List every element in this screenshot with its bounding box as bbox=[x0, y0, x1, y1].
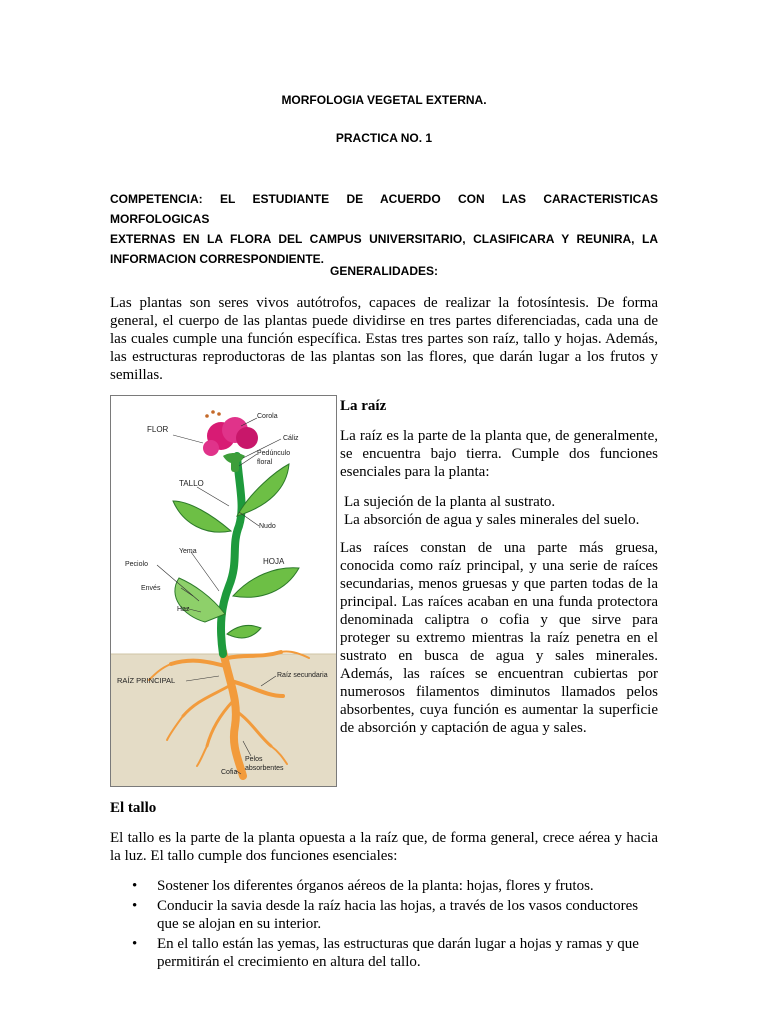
label-flor: FLOR bbox=[147, 425, 169, 434]
bullet-icon: • bbox=[132, 936, 138, 952]
label-yema: Yema bbox=[179, 548, 197, 555]
label-enves: Envés bbox=[141, 585, 161, 592]
label-pedunculo-2: floral bbox=[257, 459, 273, 466]
label-cofia: Cofia bbox=[221, 769, 238, 776]
label-caliz: Cáliz bbox=[283, 435, 299, 442]
plant-diagram bbox=[110, 395, 337, 787]
tallo-heading: El tallo bbox=[110, 800, 157, 816]
bullet-text: En el tallo están las yemas, las estructuras que darán lugar a hojas y ramas y que permitirán el crecimiento en altura del tallo. bbox=[157, 936, 639, 970]
competencia-line-2: EXTERNAS EN LA FLORA DEL CAMPUS UNIVERSITARIO, CLASIFICARA Y REUNIRA, LA bbox=[110, 232, 658, 246]
leaf-upper-right bbox=[237, 464, 289, 516]
raiz-paragraph-1: La raíz es la parte de la planta que, de generalmente, se encuentra bajo tierra. Cumple dos funciones esenciales para la planta: bbox=[340, 428, 658, 480]
stem bbox=[221, 456, 242, 654]
list-item bbox=[110, 897, 658, 933]
tallo-section bbox=[110, 799, 658, 973]
leaf-upper-left bbox=[173, 501, 231, 532]
raiz-paragraph-2: Las raíces constan de una parte más gruesa, conocida como raíz principal, y una serie de raíces secundarias, menos gruesas y que parten todas de la principal. Las raíces acaban en una funda protectora denominada caliptra o cofia y que sirve para proteger su extremo mientras la raíz penetra en el sustrato en busca de agua y sales minerales. Además, las raíces se encuentran cubiertas por numerosos filamentos diminutos llamados pelos absorbentes, cuya función es aumentar la superficie de absorción y captación de agua y sales. bbox=[340, 540, 658, 736]
label-peciolo: Peciolo bbox=[125, 561, 148, 568]
competencia-line-1: COMPETENCIA: EL ESTUDIANTE DE ACUERDO CON LAS CARACTERISTICAS MORFOLOGICAS bbox=[110, 192, 658, 226]
label-raiz-principal: RAÍZ PRINCIPAL bbox=[117, 676, 176, 685]
label-corola: Corola bbox=[257, 413, 278, 420]
raiz-section bbox=[340, 397, 658, 737]
list-item bbox=[110, 877, 658, 895]
leaf-right bbox=[233, 568, 299, 598]
label-hoja: HOJA bbox=[263, 557, 285, 566]
bullet-icon: • bbox=[132, 898, 138, 914]
flower bbox=[203, 410, 258, 472]
bullet-text: Conducir la savia desde la raíz hacia las hojas, a través de los vasos conductores que se alojan en su interior. bbox=[157, 898, 639, 932]
raiz-heading: La raíz bbox=[340, 398, 387, 414]
label-pedunculo-1: Pedúnculo bbox=[257, 450, 291, 457]
label-nudo: Nudo bbox=[259, 523, 276, 530]
bullet-text: Sostener los diferentes órganos aéreos de la planta: hojas, flores y frutos. bbox=[157, 878, 594, 894]
label-pelos-2: absorbentes bbox=[245, 765, 284, 772]
list-item bbox=[110, 935, 658, 971]
leaf-left bbox=[175, 578, 225, 622]
label-tallo: TALLO bbox=[179, 479, 204, 488]
raiz-item-2: La absorción de agua y sales minerales del suelo. bbox=[344, 512, 640, 528]
document-title: MORFOLOGIA VEGETAL EXTERNA. bbox=[281, 93, 487, 107]
competencia-block bbox=[110, 189, 658, 269]
tallo-paragraph: El tallo es la parte de la planta opuesta a la raíz que, de forma general, crece aérea y hacia la luz. El tallo cumple dos funciones esenciales: bbox=[110, 830, 658, 864]
raiz-item-1: La sujeción de la planta al sustrato. bbox=[344, 494, 556, 510]
bullet-icon: • bbox=[132, 878, 138, 894]
competencia-line-3: INFORMACION CORRESPONDIENTE. bbox=[110, 252, 325, 266]
label-pelos-1: Pelos bbox=[245, 756, 263, 763]
tallo-bullet-list bbox=[110, 877, 658, 971]
label-haz: Haz bbox=[177, 606, 190, 613]
label-raiz-secundaria: Raíz secundaria bbox=[277, 672, 328, 679]
leaf-small bbox=[227, 626, 261, 638]
generalidades-heading: GENERALIDADES: bbox=[329, 264, 438, 278]
intro-paragraph: Las plantas son seres vivos autótrofos, capaces de realizar la fotosíntesis. De forma general, el cuerpo de las plantas puede dividirse en tres partes diferenciadas, cada una de las cuales cumple una función específica. Estas tres partes son raíz, tallo y hojas. Además, las estructuras reproductoras de las plantas son las flores, que darán lugar a los frutos y semillas. bbox=[110, 295, 658, 383]
practice-number: PRACTICA NO. 1 bbox=[335, 131, 433, 145]
